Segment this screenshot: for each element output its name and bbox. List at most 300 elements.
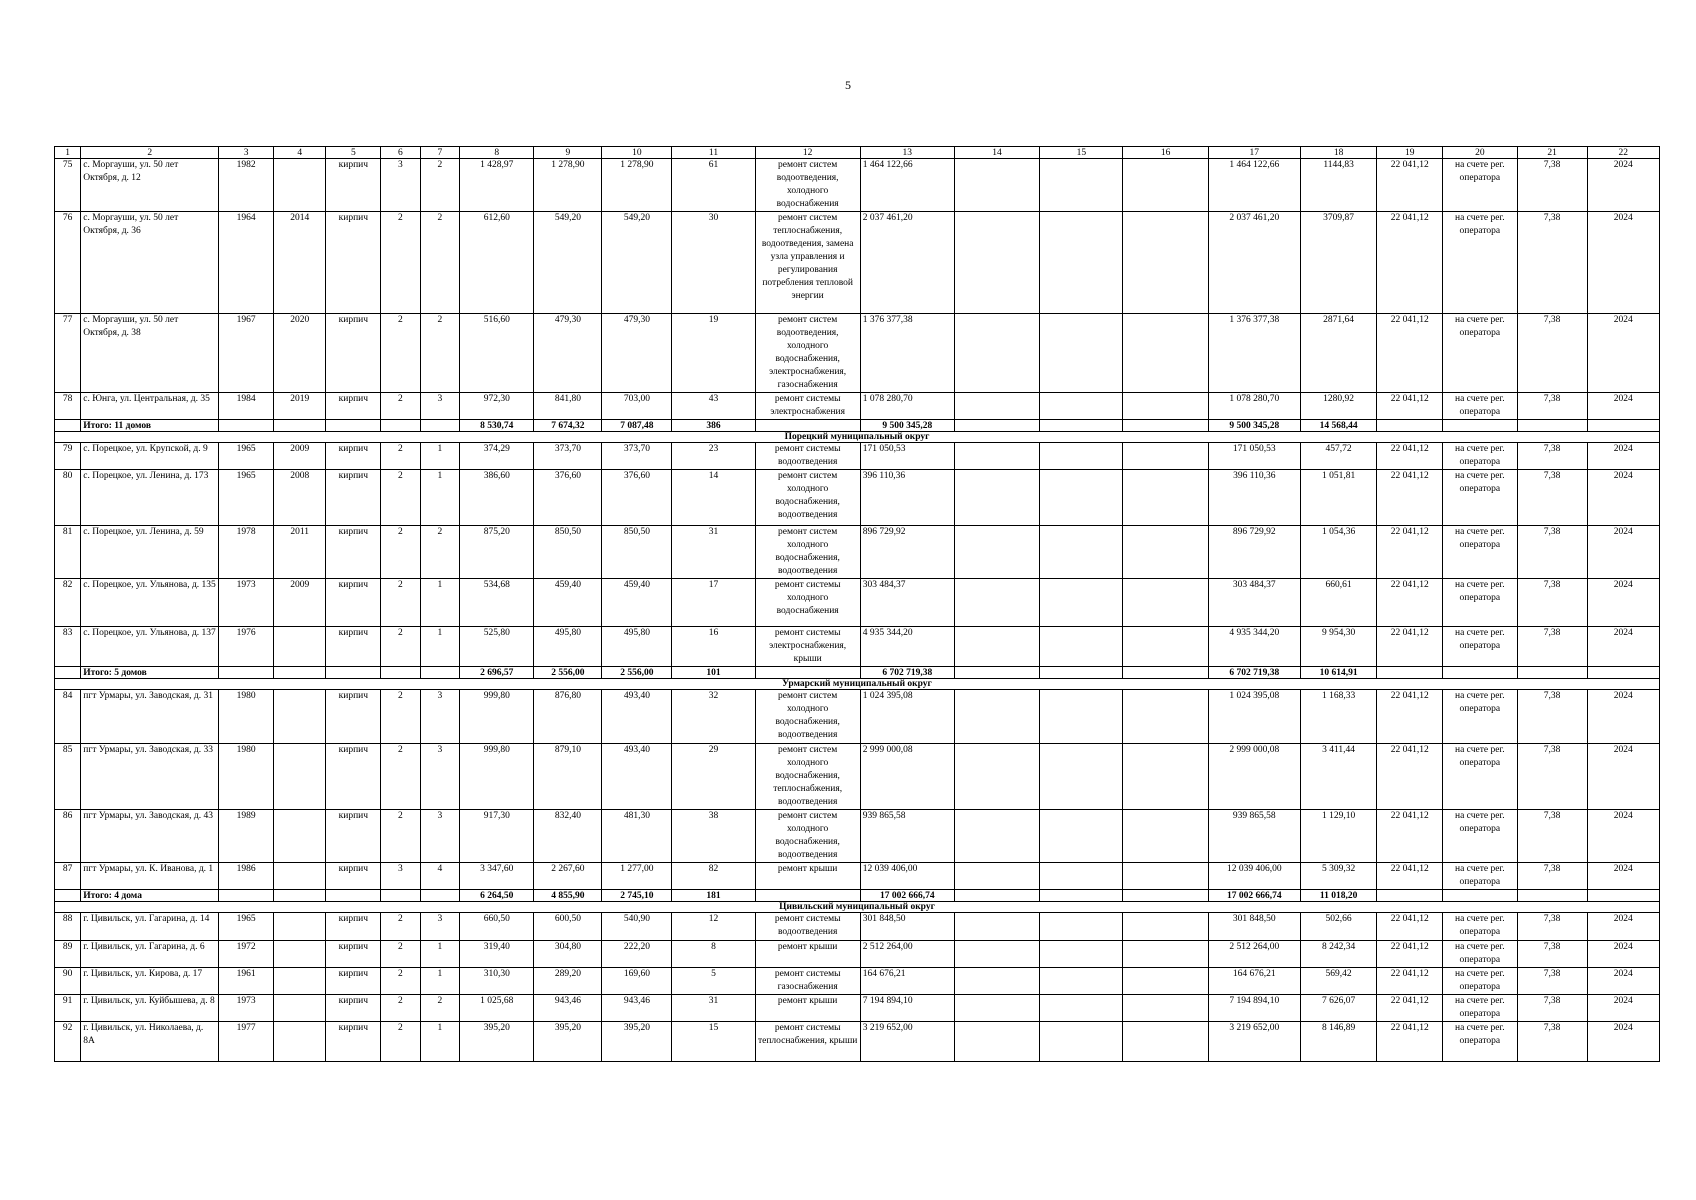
cell-col-14 <box>954 579 1039 627</box>
cell-col-1 <box>55 890 81 902</box>
column-number-13: 13 <box>860 147 954 159</box>
cell-col-6: 2 <box>381 744 420 810</box>
cell-col-15 <box>1040 995 1123 1022</box>
cell-col-17: 12 039 406,00 <box>1208 863 1300 890</box>
cell-col-2: г. Цивильск, ул. Николаева, д. 8А <box>81 1022 219 1062</box>
cell-col-7 <box>420 420 459 432</box>
cell-col-18: 502,66 <box>1300 913 1377 941</box>
column-number-4: 4 <box>273 147 326 159</box>
cell-col-16 <box>1123 667 1208 679</box>
cell-col-17: 1 024 395,08 <box>1208 690 1300 744</box>
cell-col-17: 4 935 344,20 <box>1208 627 1300 667</box>
cell-col-6: 2 <box>381 314 420 393</box>
table-row <box>55 159 1660 212</box>
table-row <box>55 690 1660 744</box>
cell-col-2: Итого: 5 домов <box>81 667 219 679</box>
cell-col-5: кирпич <box>326 470 381 526</box>
cell-col-20 <box>1443 420 1517 432</box>
cell-col-13: 12 039 406,00 <box>860 863 954 890</box>
cell-col-5: кирпич <box>326 212 381 314</box>
cell-col-22: 2024 <box>1587 579 1659 627</box>
cell-col-3: 1961 <box>219 968 274 995</box>
cell-col-21: 7,38 <box>1517 810 1587 863</box>
cell-col-2: с. Моргауши, ул. 50 лет Октября, д. 12 <box>81 159 219 212</box>
column-number-3: 3 <box>219 147 274 159</box>
cell-col-13: 17 002 666,74 <box>860 890 954 902</box>
cell-col-21: 7,38 <box>1517 159 1587 212</box>
column-number-10: 10 <box>602 147 672 159</box>
cell-col-7 <box>420 890 459 902</box>
table-row <box>55 995 1660 1022</box>
cell-col-19: 22 041,12 <box>1377 159 1443 212</box>
cell-col-19: 22 041,12 <box>1377 212 1443 314</box>
column-number-21: 21 <box>1517 147 1587 159</box>
cell-col-3: 1967 <box>219 314 274 393</box>
cell-col-7: 2 <box>420 212 459 314</box>
cell-col-8: 386,60 <box>460 470 534 526</box>
cell-col-8: 1 025,68 <box>460 995 534 1022</box>
cell-col-18: 660,61 <box>1300 579 1377 627</box>
cell-col-19: 22 041,12 <box>1377 526 1443 579</box>
cell-col-8: 2 696,57 <box>460 667 534 679</box>
cell-col-11: 32 <box>672 690 755 744</box>
cell-col-15 <box>1040 526 1123 579</box>
cell-col-1 <box>55 420 81 432</box>
cell-col-22: 2024 <box>1587 810 1659 863</box>
cell-col-17: 1 464 122,66 <box>1208 159 1300 212</box>
table-body <box>55 147 1660 1062</box>
cell-col-2: Итого: 4 дома <box>81 890 219 902</box>
cell-col-12 <box>755 667 860 679</box>
cell-col-8: 374,29 <box>460 443 534 470</box>
cell-col-20: на счете рег. оператора <box>1443 968 1517 995</box>
cell-col-12: ремонт системы водоотведения <box>755 913 860 941</box>
cell-col-14 <box>954 968 1039 995</box>
cell-col-21: 7,38 <box>1517 1022 1587 1062</box>
cell-col-8: 875,20 <box>460 526 534 579</box>
cell-col-20: на счете рег. оператора <box>1443 1022 1517 1062</box>
cell-col-17: 164 676,21 <box>1208 968 1300 995</box>
cell-col-15 <box>1040 690 1123 744</box>
cell-col-16 <box>1123 863 1208 890</box>
cell-col-12 <box>755 890 860 902</box>
cell-col-5: кирпич <box>326 968 381 995</box>
cell-col-1: 79 <box>55 443 81 470</box>
cell-col-13: 9 500 345,28 <box>860 420 954 432</box>
cell-col-20: на счете рег. оператора <box>1443 526 1517 579</box>
column-number-9: 9 <box>534 147 602 159</box>
cell-col-16 <box>1123 443 1208 470</box>
cell-col-13: 171 050,53 <box>860 443 954 470</box>
cell-col-21: 7,38 <box>1517 863 1587 890</box>
cell-col-5: кирпич <box>326 744 381 810</box>
cell-col-4: 2011 <box>273 526 326 579</box>
cell-col-14 <box>954 212 1039 314</box>
table-row <box>55 470 1660 526</box>
cell-col-15 <box>1040 890 1123 902</box>
cell-col-6: 2 <box>381 212 420 314</box>
cell-col-9: 304,80 <box>534 941 602 968</box>
cell-col-2: с. Порецкое, ул. Ульянова, д. 137 <box>81 627 219 667</box>
cell-col-17: 301 848,50 <box>1208 913 1300 941</box>
cell-col-3 <box>219 667 274 679</box>
cell-col-5: кирпич <box>326 526 381 579</box>
cell-col-17: 2 999 000,08 <box>1208 744 1300 810</box>
cell-col-12: ремонт систем теплоснабжения, водоотведения, замена узла управления и регулирования потребления тепловой энергии <box>755 212 860 314</box>
cell-col-6: 2 <box>381 968 420 995</box>
district-title: Порецкий муниципальный округ <box>55 432 1660 443</box>
cell-col-9: 459,40 <box>534 579 602 627</box>
cell-col-1: 91 <box>55 995 81 1022</box>
cell-col-6: 3 <box>381 863 420 890</box>
cell-col-18: 10 614,91 <box>1300 667 1377 679</box>
cell-col-10: 481,30 <box>602 810 672 863</box>
cell-col-15 <box>1040 810 1123 863</box>
cell-col-14 <box>954 913 1039 941</box>
cell-col-2: пгт Урмары, ул. Заводская, д. 33 <box>81 744 219 810</box>
cell-col-9: 373,70 <box>534 443 602 470</box>
cell-col-16 <box>1123 744 1208 810</box>
cell-col-13: 939 865,58 <box>860 810 954 863</box>
cell-col-19: 22 041,12 <box>1377 314 1443 393</box>
cell-col-8: 1 428,97 <box>460 159 534 212</box>
cell-col-16 <box>1123 579 1208 627</box>
cell-col-5: кирпич <box>326 393 381 420</box>
cell-col-19: 22 041,12 <box>1377 744 1443 810</box>
cell-col-22: 2024 <box>1587 526 1659 579</box>
column-number-7: 7 <box>420 147 459 159</box>
cell-col-16 <box>1123 393 1208 420</box>
cell-col-17: 7 194 894,10 <box>1208 995 1300 1022</box>
cell-col-11: 101 <box>672 667 755 679</box>
cell-col-7: 1 <box>420 470 459 526</box>
cell-col-2: Итого: 11 домов <box>81 420 219 432</box>
cell-col-20: на счете рег. оператора <box>1443 627 1517 667</box>
cell-col-5: кирпич <box>326 941 381 968</box>
cell-col-6: 2 <box>381 913 420 941</box>
cell-col-17: 939 865,58 <box>1208 810 1300 863</box>
cell-col-13: 301 848,50 <box>860 913 954 941</box>
district-section-row <box>55 902 1660 913</box>
cell-col-18: 1 054,36 <box>1300 526 1377 579</box>
cell-col-16 <box>1123 470 1208 526</box>
cell-col-19: 22 041,12 <box>1377 913 1443 941</box>
cell-col-12: ремонт крыши <box>755 995 860 1022</box>
cell-col-10: 169,60 <box>602 968 672 995</box>
cell-col-2: г. Цивильск, ул. Гагарина, д. 14 <box>81 913 219 941</box>
cell-col-2: с. Порецкое, ул. Ленина, д. 173 <box>81 470 219 526</box>
cell-col-14 <box>954 690 1039 744</box>
cell-col-22 <box>1587 667 1659 679</box>
cell-col-6: 2 <box>381 579 420 627</box>
cell-col-12: ремонт крыши <box>755 863 860 890</box>
cell-col-2: пгт Урмары, ул. Заводская, д. 31 <box>81 690 219 744</box>
cell-col-11: 16 <box>672 627 755 667</box>
cell-col-20 <box>1443 890 1517 902</box>
table-row <box>55 579 1660 627</box>
table-row <box>55 1022 1660 1062</box>
cell-col-3: 1978 <box>219 526 274 579</box>
cell-col-16 <box>1123 526 1208 579</box>
cell-col-11: 14 <box>672 470 755 526</box>
cell-col-21: 7,38 <box>1517 913 1587 941</box>
cell-col-12: ремонт систем холодного водоснабжения, водоотведения <box>755 526 860 579</box>
cell-col-18: 3709,87 <box>1300 212 1377 314</box>
cell-col-9: 4 855,90 <box>534 890 602 902</box>
cell-col-15 <box>1040 863 1123 890</box>
cell-col-6 <box>381 890 420 902</box>
cell-col-3: 1989 <box>219 810 274 863</box>
cell-col-17: 1 376 377,38 <box>1208 314 1300 393</box>
cell-col-10: 850,50 <box>602 526 672 579</box>
column-number-19: 19 <box>1377 147 1443 159</box>
cell-col-16 <box>1123 968 1208 995</box>
cell-col-14 <box>954 470 1039 526</box>
cell-col-2: с. Моргауши, ул. 50 лет Октября, д. 38 <box>81 314 219 393</box>
cell-col-11: 15 <box>672 1022 755 1062</box>
cell-col-2: г. Цивильск, ул. Кирова, д. 17 <box>81 968 219 995</box>
cell-col-1 <box>55 667 81 679</box>
cell-col-7: 1 <box>420 941 459 968</box>
cell-col-7: 3 <box>420 690 459 744</box>
cell-col-12: ремонт системы холодного водоснабжения <box>755 579 860 627</box>
cell-col-18: 9 954,30 <box>1300 627 1377 667</box>
cell-col-22 <box>1587 890 1659 902</box>
cell-col-14 <box>954 810 1039 863</box>
cell-col-22: 2024 <box>1587 627 1659 667</box>
cell-col-4 <box>273 863 326 890</box>
cell-col-1: 75 <box>55 159 81 212</box>
cell-col-3 <box>219 420 274 432</box>
cell-col-17: 6 702 719,38 <box>1208 667 1300 679</box>
cell-col-4: 2009 <box>273 579 326 627</box>
cell-col-22: 2024 <box>1587 744 1659 810</box>
cell-col-1: 76 <box>55 212 81 314</box>
cell-col-8: 3 347,60 <box>460 863 534 890</box>
cell-col-7: 2 <box>420 526 459 579</box>
cell-col-12: ремонт систем холодного водоснабжения, водоотведения <box>755 810 860 863</box>
cell-col-20: на счете рег. оператора <box>1443 863 1517 890</box>
cell-col-21: 7,38 <box>1517 314 1587 393</box>
cell-col-11: 29 <box>672 744 755 810</box>
cell-col-19: 22 041,12 <box>1377 393 1443 420</box>
cell-col-10: 222,20 <box>602 941 672 968</box>
cell-col-19: 22 041,12 <box>1377 810 1443 863</box>
cell-col-22: 2024 <box>1587 470 1659 526</box>
cell-col-13: 396 110,36 <box>860 470 954 526</box>
cell-col-5: кирпич <box>326 579 381 627</box>
cell-col-4 <box>273 1022 326 1062</box>
cell-col-3: 1973 <box>219 995 274 1022</box>
cell-col-12 <box>755 420 860 432</box>
cell-col-7: 3 <box>420 810 459 863</box>
cell-col-21: 7,38 <box>1517 627 1587 667</box>
cell-col-13: 1 078 280,70 <box>860 393 954 420</box>
cell-col-6: 2 <box>381 526 420 579</box>
cell-col-18: 7 626,07 <box>1300 995 1377 1022</box>
cell-col-13: 896 729,92 <box>860 526 954 579</box>
cell-col-18: 1 051,81 <box>1300 470 1377 526</box>
cell-col-17: 303 484,37 <box>1208 579 1300 627</box>
cell-col-22: 2024 <box>1587 690 1659 744</box>
cell-col-16 <box>1123 995 1208 1022</box>
cell-col-1: 77 <box>55 314 81 393</box>
cell-col-21: 7,38 <box>1517 526 1587 579</box>
cell-col-7: 1 <box>420 1022 459 1062</box>
cell-col-15 <box>1040 443 1123 470</box>
cell-col-19: 22 041,12 <box>1377 863 1443 890</box>
cell-col-13: 2 512 264,00 <box>860 941 954 968</box>
cell-col-18: 1 168,33 <box>1300 690 1377 744</box>
cell-col-19: 22 041,12 <box>1377 968 1443 995</box>
cell-col-16 <box>1123 913 1208 941</box>
district-title: Цивильский муниципальный округ <box>55 902 1660 913</box>
table-row <box>55 526 1660 579</box>
cell-col-20: на счете рег. оператора <box>1443 443 1517 470</box>
page-number: 5 <box>845 78 851 92</box>
cell-col-11: 17 <box>672 579 755 627</box>
cell-col-13: 1 464 122,66 <box>860 159 954 212</box>
cell-col-11: 23 <box>672 443 755 470</box>
cell-col-21: 7,38 <box>1517 393 1587 420</box>
cell-col-22: 2024 <box>1587 863 1659 890</box>
cell-col-1: 78 <box>55 393 81 420</box>
cell-col-7: 2 <box>420 995 459 1022</box>
cell-col-14 <box>954 863 1039 890</box>
cell-col-9: 2 556,00 <box>534 667 602 679</box>
cell-col-1: 86 <box>55 810 81 863</box>
cell-col-6 <box>381 420 420 432</box>
cell-col-6: 2 <box>381 995 420 1022</box>
cell-col-16 <box>1123 314 1208 393</box>
cell-col-13: 2 999 000,08 <box>860 744 954 810</box>
column-number-17: 17 <box>1208 147 1300 159</box>
cell-col-12: ремонт систем холодного водоснабжения, водоотведения <box>755 690 860 744</box>
cell-col-14 <box>954 744 1039 810</box>
cell-col-4 <box>273 913 326 941</box>
cell-col-10: 493,40 <box>602 744 672 810</box>
cell-col-22: 2024 <box>1587 212 1659 314</box>
cell-col-18: 3 411,44 <box>1300 744 1377 810</box>
cell-col-15 <box>1040 420 1123 432</box>
cell-col-9: 479,30 <box>534 314 602 393</box>
cell-col-22: 2024 <box>1587 1022 1659 1062</box>
table-row <box>55 212 1660 314</box>
cell-col-1: 87 <box>55 863 81 890</box>
cell-col-10: 493,40 <box>602 690 672 744</box>
column-number-12: 12 <box>755 147 860 159</box>
cell-col-21: 7,38 <box>1517 579 1587 627</box>
cell-col-22: 2024 <box>1587 159 1659 212</box>
cell-col-11: 8 <box>672 941 755 968</box>
cell-col-3: 1965 <box>219 470 274 526</box>
cell-col-4: 2019 <box>273 393 326 420</box>
cell-col-10: 7 087,48 <box>602 420 672 432</box>
cell-col-3: 1976 <box>219 627 274 667</box>
cell-col-1: 82 <box>55 579 81 627</box>
table-row <box>55 314 1660 393</box>
cell-col-2: пгт Урмары, ул. К. Иванова, д. 1 <box>81 863 219 890</box>
cell-col-9: 376,60 <box>534 470 602 526</box>
cell-col-21 <box>1517 667 1587 679</box>
table-row <box>55 393 1660 420</box>
cell-col-13: 303 484,37 <box>860 579 954 627</box>
cell-col-19: 22 041,12 <box>1377 941 1443 968</box>
cell-col-9: 549,20 <box>534 212 602 314</box>
cell-col-8: 972,30 <box>460 393 534 420</box>
cell-col-13: 4 935 344,20 <box>860 627 954 667</box>
cell-col-19: 22 041,12 <box>1377 579 1443 627</box>
cell-col-13: 1 376 377,38 <box>860 314 954 393</box>
cell-col-4: 2014 <box>273 212 326 314</box>
column-number-11: 11 <box>672 147 755 159</box>
cell-col-14 <box>954 420 1039 432</box>
cell-col-14 <box>954 890 1039 902</box>
cell-col-18: 5 309,32 <box>1300 863 1377 890</box>
cell-col-8: 999,80 <box>460 744 534 810</box>
cell-col-11: 181 <box>672 890 755 902</box>
cell-col-21: 7,38 <box>1517 690 1587 744</box>
cell-col-4 <box>273 890 326 902</box>
cell-col-1: 83 <box>55 627 81 667</box>
cell-col-8: 516,60 <box>460 314 534 393</box>
column-number-20: 20 <box>1443 147 1517 159</box>
cell-col-22: 2024 <box>1587 314 1659 393</box>
cell-col-4 <box>273 744 326 810</box>
cell-col-5: кирпич <box>326 627 381 667</box>
cell-col-9: 495,80 <box>534 627 602 667</box>
cell-col-11: 386 <box>672 420 755 432</box>
cell-col-6: 2 <box>381 941 420 968</box>
cell-col-7 <box>420 667 459 679</box>
cell-col-5: кирпич <box>326 810 381 863</box>
cell-col-5: кирпич <box>326 690 381 744</box>
table-row <box>55 744 1660 810</box>
district-title: Урмарский муниципальный округ <box>55 679 1660 690</box>
cell-col-16 <box>1123 212 1208 314</box>
cell-col-11: 31 <box>672 526 755 579</box>
cell-col-5 <box>326 667 381 679</box>
cell-col-1: 92 <box>55 1022 81 1062</box>
table-row <box>55 863 1660 890</box>
cell-col-9: 876,80 <box>534 690 602 744</box>
cell-col-7: 3 <box>420 744 459 810</box>
cell-col-15 <box>1040 470 1123 526</box>
column-number-8: 8 <box>460 147 534 159</box>
cell-col-7: 4 <box>420 863 459 890</box>
column-number-1: 1 <box>55 147 81 159</box>
cell-col-5: кирпич <box>326 863 381 890</box>
cell-col-10: 479,30 <box>602 314 672 393</box>
cell-col-3: 1980 <box>219 690 274 744</box>
cell-col-18: 569,42 <box>1300 968 1377 995</box>
cell-col-18: 8 242,34 <box>1300 941 1377 968</box>
cell-col-21 <box>1517 890 1587 902</box>
cell-col-8: 660,50 <box>460 913 534 941</box>
cell-col-4 <box>273 941 326 968</box>
cell-col-9: 600,50 <box>534 913 602 941</box>
cell-col-9: 1 278,90 <box>534 159 602 212</box>
cell-col-11: 12 <box>672 913 755 941</box>
cell-col-5: кирпич <box>326 995 381 1022</box>
cell-col-16 <box>1123 1022 1208 1062</box>
district-total-row <box>55 667 1660 679</box>
cell-col-18: 1144,83 <box>1300 159 1377 212</box>
district-section-row <box>55 432 1660 443</box>
cell-col-6: 2 <box>381 690 420 744</box>
cell-col-16 <box>1123 690 1208 744</box>
cell-col-4 <box>273 420 326 432</box>
